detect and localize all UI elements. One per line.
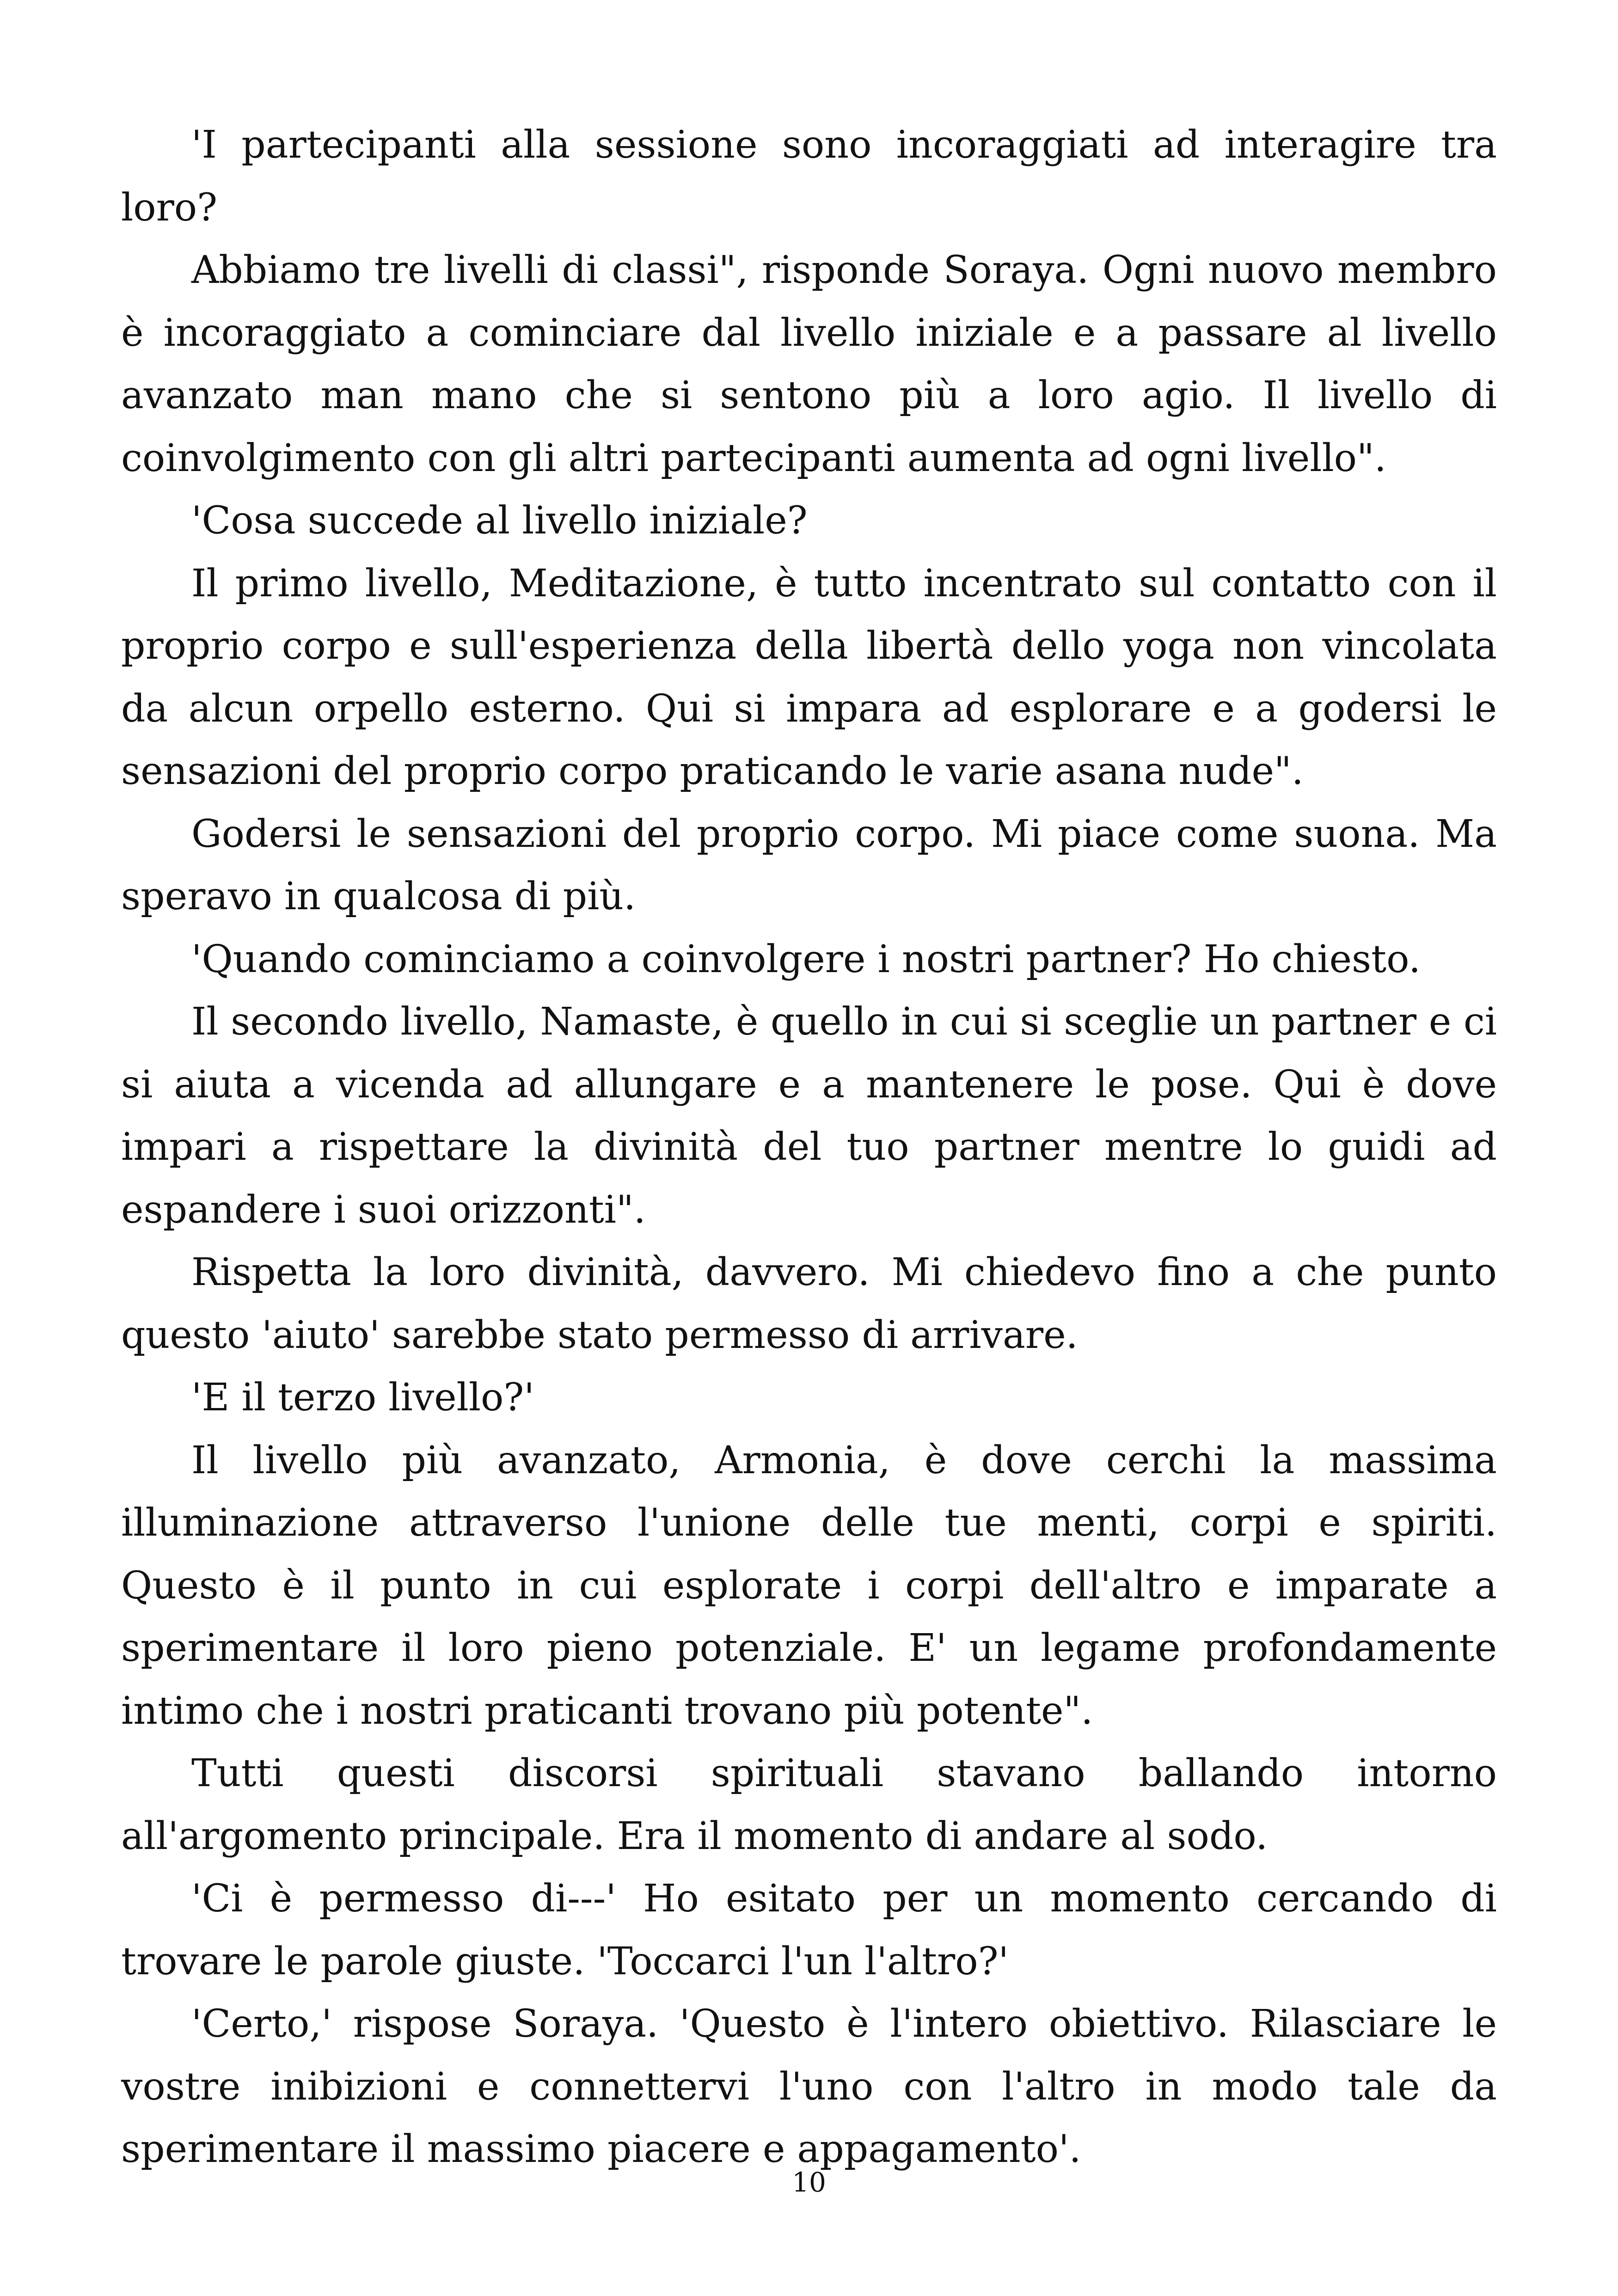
paragraph: Rispetta la loro divinità, davvero. Mi chiedevo fino a che punto questo 'aiuto' sarebbe stato permesso di arrivare. bbox=[121, 1250, 1497, 1357]
body-text bbox=[121, 114, 1497, 2181]
paragraph: 'E il terzo livello?' bbox=[191, 1376, 534, 1420]
paragraph: Il primo livello, Meditazione, è tutto incentrato sul contatto con il proprio corpo e sull'esperienza della libertà dello yoga non vincolata da alcun orpello esterno. Qui si impara ad esplorare e a godersi le sensazioni del proprio corpo praticando le varie asana nude". bbox=[121, 561, 1497, 793]
paragraph: Godersi le sensazioni del proprio corpo. Mi piace come suona. Ma speravo in qualcosa di più. bbox=[121, 812, 1497, 918]
paragraph: Tutti questi discorsi spirituali stavano ballando intorno all'argomento principale. Era il momento di andare al sodo. bbox=[121, 1751, 1497, 1858]
paragraph: Il livello più avanzato, Armonia, è dove cerchi la massima illuminazione attraverso l'unione delle tue menti, corpi e spiriti. Questo è il punto in cui esplorate i corpi dell'altro e imparate a sperimentare il loro pieno potenziale. E' un legame profondamente intimo che i nostri praticanti trovano più potente". bbox=[121, 1438, 1497, 1733]
page-number: 10 bbox=[792, 2167, 826, 2198]
paragraph: 'Cosa succede al livello iniziale? bbox=[191, 499, 808, 543]
paragraph: Abbiamo tre livelli di classi", risponde Soraya. Ogni nuovo membro è incoraggiato a cominciare dal livello iniziale e a passare al livello avanzato man mano che si sentono più a loro agio. Il livello di coinvolgimento con gli altri partecipanti aumenta ad ogni livello". bbox=[121, 248, 1497, 480]
paragraph: 'I partecipanti alla sessione sono incoraggiati ad interagire tra loro? bbox=[121, 123, 1497, 230]
paragraph: 'Certo,' rispose Soraya. 'Questo è l'intero obiettivo. Rilasciare le vostre inibizioni e connettervi l'uno con l'altro in modo tale da sperimentare il massimo piacere e appagamento'. bbox=[121, 2002, 1497, 2171]
paragraph: Il secondo livello, Namaste, è quello in cui si sceglie un partner e ci si aiuta a vicenda ad allungare e a mantenere le pose. Qui è dove impari a rispettare la divinità del tuo partner mentre lo guidi ad espandere i suoi orizzonti". bbox=[121, 1000, 1497, 1232]
paragraph: 'Quando cominciamo a coinvolgere i nostri partner? Ho chiesto. bbox=[191, 937, 1421, 981]
paragraph: 'Ci è permesso di---' Ho esitato per un momento cercando di trovare le parole giuste. 'Toccarci l'un l'altro?' bbox=[121, 1877, 1497, 1984]
